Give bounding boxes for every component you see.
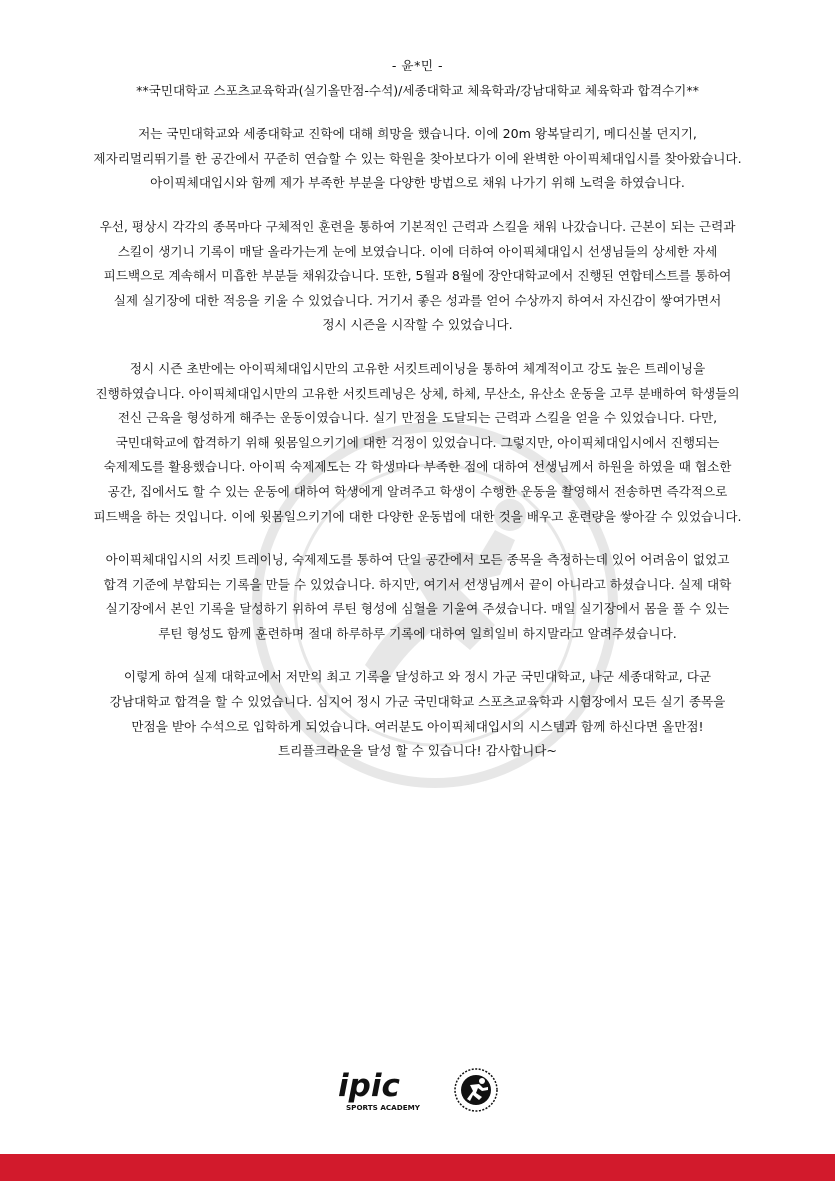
text-line: 스킬이 생기니 기록이 매달 올라가는게 눈에 보였습니다. 이에 더하여 아이픽체대입시 선생님들의 상세한 자세 bbox=[117, 243, 718, 259]
text-line: 전신 근육을 형성하게 해주는 운동이였습니다. 실기 만점을 도달되는 근력과 스킬을 얻을 수 있었습니다. 다만, bbox=[117, 410, 718, 426]
ipic-sports-academy-logo bbox=[336, 1066, 504, 1114]
logo-subtitle: SPORTS ACADEMY bbox=[346, 1103, 420, 1112]
text-line: 진행하였습니다. 아이픽체대입시만의 고유한 서킷트레닝은 상체, 하체, 무산소, 유산소 운동을 고루 분배하여 학생들의 bbox=[95, 385, 740, 401]
paragraph-routine bbox=[40, 548, 795, 646]
footer-brand-bar bbox=[0, 1154, 835, 1181]
runner-badge-icon bbox=[455, 1069, 497, 1111]
testimonial-document bbox=[40, 54, 795, 783]
text-line: 정시 시즌을 시작할 수 있었습니다. bbox=[322, 317, 513, 333]
text-line: 아이픽체대입시와 함께 제가 부족한 부분을 다양한 방법으로 채워 나가기 위해 노력을 하였습니다. bbox=[150, 175, 685, 191]
text-line: 제자리멀리뛰기를 한 공간에서 꾸준히 연습할 수 있는 학원을 찾아보다가 이에 완벽한 아이픽체대입시를 찾아왔습니다. bbox=[93, 150, 742, 166]
text-line: 정시 시즌 초반에는 아이픽체대입시만의 고유한 서킷트레이닝을 통하여 체계적이고 강도 높은 트레이닝을 bbox=[129, 360, 706, 376]
testimonial-heading: **국민대학교 스포츠교육학과(실기올만점-수석)/세종대학교 체육학과/강남대학교 체육학과 합격수기** bbox=[136, 82, 699, 98]
text-line: 실제 실기장에 대한 적응을 키울 수 있었습니다. 거기서 좋은 성과를 얻어 수상까지 하여서 자신감이 쌓여가면서 bbox=[113, 292, 722, 308]
paragraph-season bbox=[40, 357, 795, 529]
text-line: 강남대학교 합격을 할 수 있었습니다. 심지어 정시 가군 국민대학교 스포츠교육학과 시험장에서 모든 실기 종목을 bbox=[109, 694, 726, 710]
text-line: 아이픽체대입시의 서킷 트레이닝, 숙제제도를 통하여 단일 공간에서 모든 종목을 측정하는데 있어 어려움이 없었고 bbox=[105, 552, 730, 568]
text-line: 국민대학교에 합격하기 위해 윗몸일으키기에 대한 걱정이 있었습니다. 그렇지만, 아이픽체대입시에서 진행되는 bbox=[115, 434, 720, 450]
text-line: 실기장에서 본인 기록을 달성하기 위하여 루틴 형성에 심혈을 기울여 주셨습니다. 매일 실기장에서 몸을 풀 수 있는 bbox=[105, 601, 730, 617]
text-line: 우선, 평상시 각각의 종목마다 구체적인 훈련을 통하여 기본적인 근력과 스킬을 채워 나갔습니다. 근본이 되는 근력과 bbox=[99, 218, 736, 234]
text-line: 피드백으로 계속해서 미흡한 부분들 채워갔습니다. 또한, 5월과 8월에 장안대학교에서 진행된 연합테스트를 통하여 bbox=[103, 268, 732, 284]
logo-wordmark: ipic bbox=[338, 1068, 400, 1104]
paragraph-result bbox=[40, 665, 795, 763]
text-line: 숙제제도를 활용했습니다. 아이픽 숙제제도는 각 학생마다 부족한 점에 대하여 선생님께서 하원을 하였을 때 협소한 bbox=[103, 459, 732, 475]
paragraph-intro bbox=[40, 122, 795, 196]
text-line: 루틴 형성도 함께 훈련하며 절대 하루하루 기록에 대하여 일희일비 하지말라고 알려주셨습니다. bbox=[158, 625, 677, 641]
text-line: 합격 기준에 부합되는 기록을 만들 수 있었습니다. 하지만, 여기서 선생님께서 끝이 아니라고 하셨습니다. 실제 대학 bbox=[103, 576, 732, 592]
paragraph-training bbox=[40, 215, 795, 338]
author-line: - 윤*민 - bbox=[391, 58, 444, 73]
text-line: 피드백을 하는 것입니다. 이에 윗몸일으키기에 대한 다양한 운동법에 대한 것을 배우고 훈련량을 쌓아갈 수 있었습니다. bbox=[93, 508, 742, 524]
text-line: 저는 국민대학교와 세종대학교 진학에 대해 희망을 했습니다. 이에 20m 왕복달리기, 메디신볼 던지기, bbox=[138, 126, 697, 142]
text-line: 트리플크라운을 달성 할 수 있습니다! 감사합니다~ bbox=[278, 743, 557, 759]
text-line: 만점을 받아 수석으로 입학하게 되었습니다. 여러분도 아이픽체대입시의 시스템과 함께 하신다면 올만점! bbox=[131, 718, 704, 734]
text-line: 공간, 집에서도 할 수 있는 운동에 대하여 학생에게 알려주고 학생이 수행한 운동을 촬영해서 전송하면 즉각적으로 bbox=[107, 483, 728, 499]
text-line: 이렇게 하여 실제 대학교에서 저만의 최고 기록을 달성하고 와 정시 가군 국민대학교, 나군 세종대학교, 다군 bbox=[123, 669, 712, 685]
